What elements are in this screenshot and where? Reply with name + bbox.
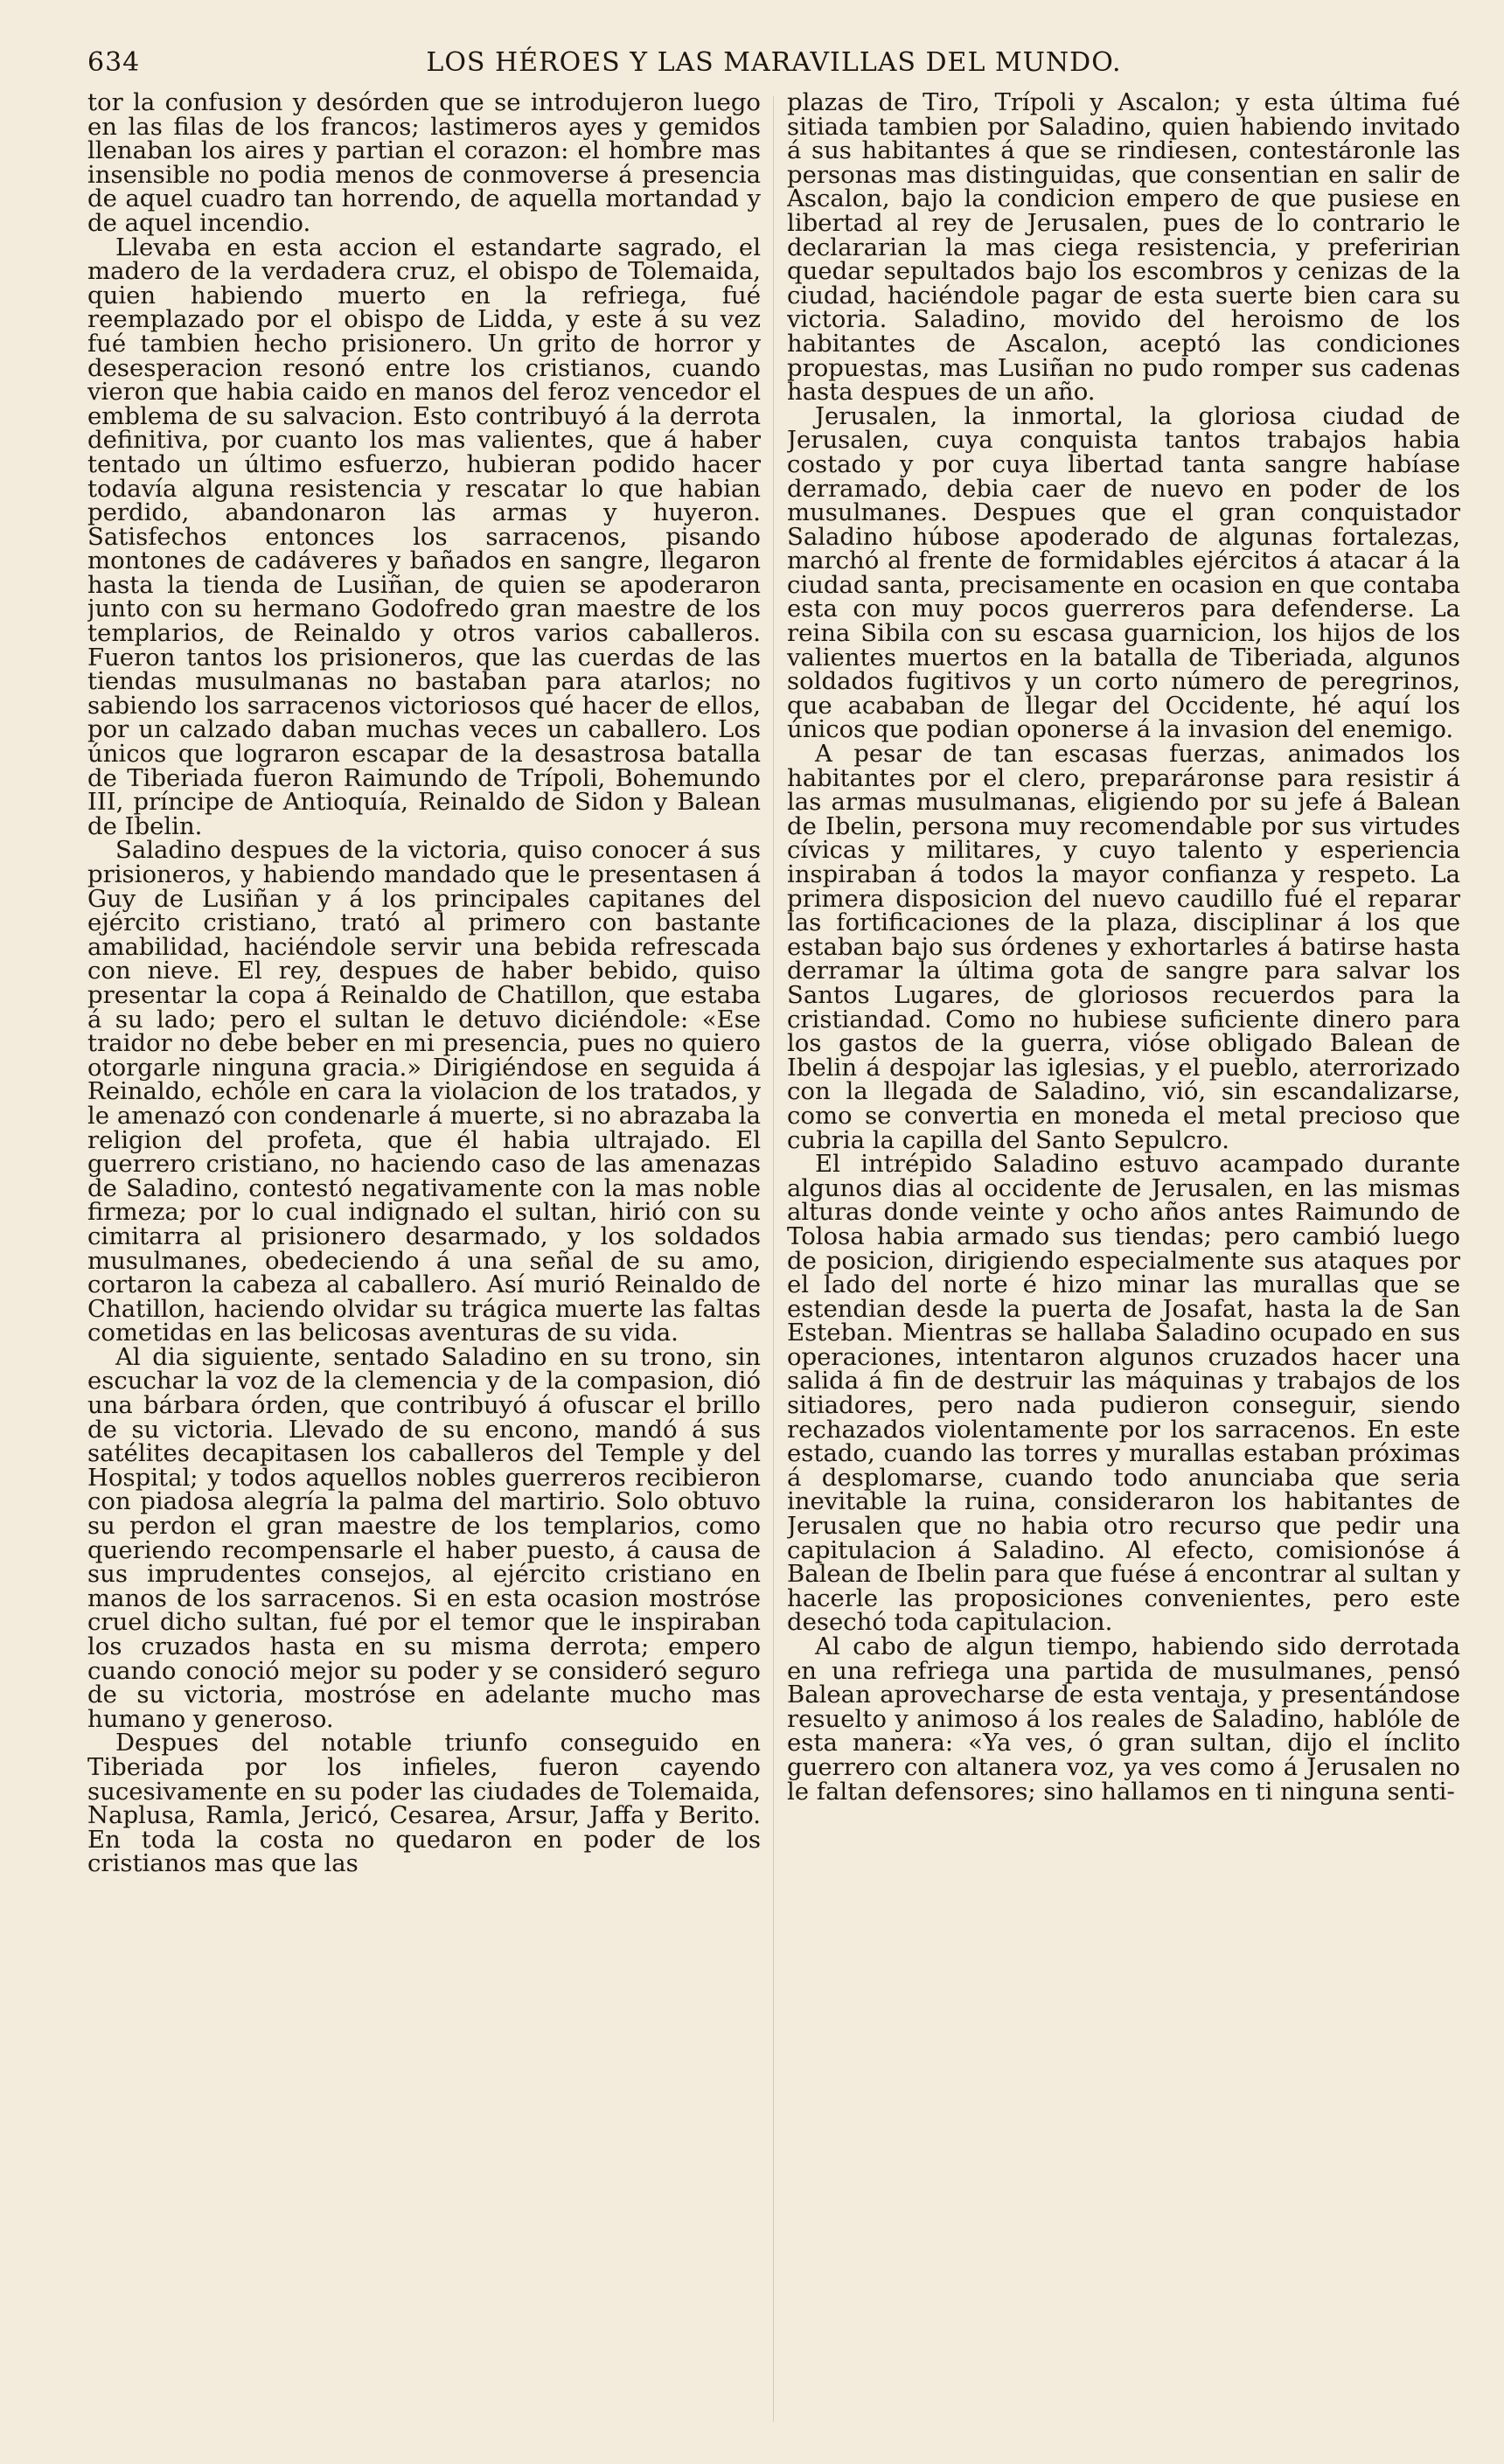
paragraph: tor la confusion y desórden que se introdujeron luego en las filas de los francos; lastimeros ayes y gemidos llenaban los aires y partian el corazon: el hombre mas insensible no podia menos de conmoverse á presencia de aquel cuadro tan horrendo, de aquella mortandad y de aquel incendio. [87,91,761,237]
paragraph: Saladino despues de la victoria, quiso conocer á sus prisioneros, y habiendo mandado que le presentasen á Guy de Lusiñan y á los principales capitanes del ejército cristiano, trató al primero con bastante amabilidad, haciéndole servir una bebida refrescada con nieve. El rey, despues de haber bebido, quiso presentar la copa á Reinaldo de Chatillon, que estaba á su lado; pero el sultan le detuvo diciéndole: «Ese traidor no debe beber en mi presencia, pues no quiero otorgarle ninguna gracia.» Dirigiéndose en seguida á Reinaldo, echóle en cara la violacion de los tratados, y le amenazó con condenarle á muerte, si no abrazaba la religion del profeta, que él habia ultrajado. El guerrero cristiano, no haciendo caso de las amenazas de Saladino, contestó negativamente con la mas noble firmeza; por lo cual indignado el sultan, hirió con su cimitarra al prisionero desarmado, y los soldados musulmanes, obedeciendo á una señal de su amo, cortaron la cabeza al caballero. Así murió Reinaldo de Chatillon, haciendo olvidar su trágica muerte las faltas cometidas en las belicosas aventuras de su vida. [87,836,761,1347]
paragraph: Jerusalen, la inmortal, la gloriosa ciudad de Jerusalen, cuya conquista tantos trabajos habia costado y por cuya libertad tanta sangre habíase derramado, debia caer de nuevo en poder de los musulmanes. Despues que el gran conquistador Saladino húbose apoderado de algunas fortalezas, marchó al frente de formidables ejércitos á atacar á la ciudad santa, precisamente en ocasion en que contaba esta con muy pocos guerreros para defenderse. La reina Sibila con su escasa guarnicion, los hijos de los valientes muertos en la batalla de Tiberiada, algunos soldados fugitivos y un corto número de peregrinos, que acababan de llegar del Occidente, hé aquí los únicos que podian oponerse á la invasion del enemigo. [787,401,1460,744]
paragraph: Llevaba en esta accion el estandarte sagrado, el madero de la verdadera cruz, el obispo de Tolemaida, quien habiendo muerto en la refriega, fué reemplazado por el obispo de Lidda, y este á su vez fué tambien hecho prisionero. Un grito de horror y desesperacion resonó entre los cristianos, cuando vieron que habia caido en manos del feroz vencedor el emblema de su salvacion. Esto contribuyó á la derrota definitiva, por cuanto los mas valientes, que á haber tentado un último esfuerzo, hubieran podido hacer todavía alguna resistencia y rescatar lo que habian perdido, abandonaron las armas y huyeron. Satisfechos entonces los sarracenos, pisando montones de cadáveres y bañados en sangre, llegaron hasta la tienda de Lusiñan, de quien se apoderaron junto con su hermano Godofredo gran maestre de los templarios, de Reinaldo y otros varios caballeros. Fueron tantos los prisioneros, que las cuerdas de las tiendas musulmanas no bastaban para atarlos; no sabiendo los sarracenos victoriosos qué hacer de ellos, por un calzado daban muchas veces un caballero. Los únicos que lograron escapar de la desastrosa batalla de Tiberiada fueron Raimundo de Trípoli, Bohemundo III, príncipe de Antioquía, Reinaldo de Sidon y Balean de Ibelin. [87,233,761,840]
page-number: 634 [87,47,141,78]
right-column [787,91,1460,2443]
paragraph: Al dia siguiente, sentado Saladino en su trono, sin escuchar la voz de la clemencia y de la compasion, dió una bárbara órden, que contribuyó á ofuscar el brillo de su victoria. Llevado de su encono, mandó á sus satélites decapitasen los caballeros del Temple y del Hospital; y todos aquellos nobles guerreros recibieron con piadosa alegría la palma del martirio. Solo obtuvo su perdon el gran maestre de los templarios, como queriendo recompensarle el haber puesto, á causa de sus imprudentes consejos, al ejército cristiano en manos de los sarracenos. Si en esta ocasion mostróse cruel dicho sultan, fué por el temor que le inspiraban los cruzados hasta en su misma derrota; empero cuando conoció mejor su poder y se consideró seguro de su victoria, mostróse en adelante mucho mas humano y generoso. [87,1342,761,1733]
page-header [87,44,1460,82]
column-divider [773,96,774,2422]
running-title: LOS HÉROES Y LAS MARAVILLAS DEL MUNDO. [426,47,1122,78]
paragraph: El intrépido Saladino estuvo acampado durante algunos dias al occidente de Jerusalen, en las mismas alturas donde veinte y ocho años antes Raimundo de Tolosa habia armado sus tiendas; pero cambió luego de posicion, dirigiendo especialmente sus ataques por el lado del norte é hizo minar las murallas que se estendian desde la puerta de Josafat, hasta la de San Esteban. Mientras se hallaba Saladino ocupado en sus operaciones, intentaron algunos cruzados hacer una salida á fin de destruir las máquinas y trabajos de los sitiadores, pero nada pudieron conseguir, siendo rechazados violentamente por los sarracenos. En este estado, cuando las torres y murallas estaban próximas á desplomarse, cuando todo anunciaba que seria inevitable la ruina, consideraron los habitantes de Jerusalen que no habia otro recurso que pedir una capitulacion á Saladino. Al efecto, comisionóse á Balean de Ibelin para que fuése á encontrar al sultan y hacerle las proposiciones convenientes, pero este desechó toda capitulacion. [787,1150,1460,1637]
paragraph: Despues del notable triunfo conseguido en Tiberiada por los infieles, fueron cayendo sucesivamente en su poder las ciudades de Tolemaida, Naplusa, Ramla, Jericó, Cesarea, Arsur, Jaffa y Berito. En toda la costa no quedaron en poder de los cristianos mas que las [87,1729,761,1878]
paragraph: A pesar de tan escasas fuerzas, animados los habitantes por el clero, preparáronse para resistir á las armas musulmanas, eligiendo por su jefe á Balean de Ibelin, persona muy recomendable por sus virtudes cívicas y militares, y cuyo talento y esperiencia inspiraban á todos la mayor confianza y respeto. La primera disposicion del nuevo caudillo fué el reparar las fortificaciones de la plaza, disciplinar á los que estaban bajo sus órdenes y exhortarles á batirse hasta derramar la última gota de sangre para salvar los Santos Lugares, de gloriosos recuerdos para la cristiandad. Como no hubiese suficiente dinero para los gastos de la guerra, vióse obligado Balean de Ibelin á despojar las iglesias, y el pueblo, aterrorizado con la llegada de Saladino, vió, sin escandalizarse, como se convertia en moneda el metal precioso que cubria la capilla del Santo Sepulcro. [787,740,1460,1154]
paragraph: Al cabo de algun tiempo, habiendo sido derrotada en una refriega una partida de musulmanes, pensó Balean aprovecharse de esta ventaja, y presentándose resuelto y animoso á los reales de Saladino, hablóle de esta manera: «Ya ves, ó gran sultan, dijo el ínclito guerrero con altanera voz, ya ves como á Jerusalen no le faltan defensores; sino hallamos en ti ninguna senti- [787,1632,1460,1806]
left-column [87,91,761,2443]
paragraph: plazas de Tiro, Trípoli y Ascalon; y esta última fué sitiada tambien por Saladino, quien habiendo invitado á sus habitantes á que se rindiesen, contestáronle las personas mas distinguidas, que consentian en salir de Ascalon, bajo la condicion empero de que pusiese en libertad al rey de Jerusalen, pues de lo contrario le declararian la mas ciega resistencia, y preferirian quedar sepultados bajo los escombros y cenizas de la ciudad, haciéndole pagar de esta suerte bien cara su victoria. Saladino, movido del heroismo de los habitantes de Ascalon, aceptó las condiciones propuestas, mas Lusiñan no pudo romper sus cadenas hasta despues de un año. [787,91,1460,407]
